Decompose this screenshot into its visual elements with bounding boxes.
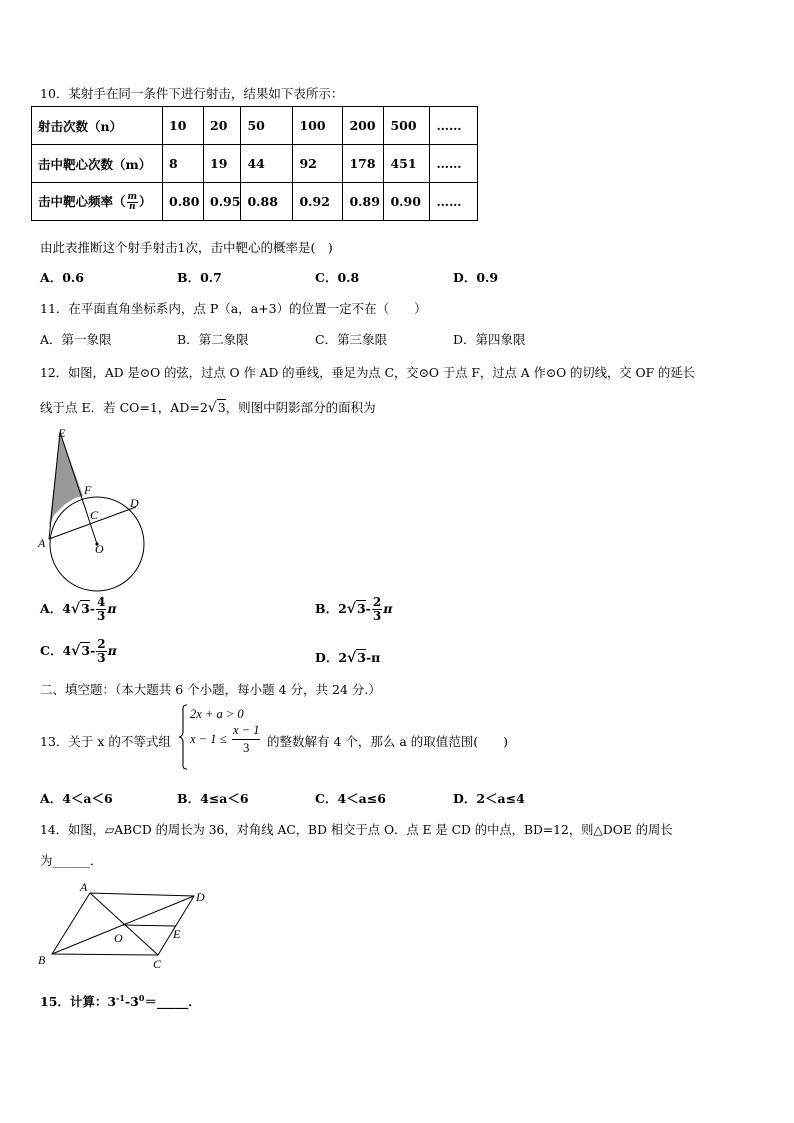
- table-cell: 178: [343, 145, 384, 183]
- opt-tail: -π: [365, 650, 381, 665]
- table-row: [32, 107, 478, 145]
- ineq2-left: x − 1 ≤: [190, 732, 227, 746]
- q11-option-a: A．第一象限: [40, 332, 112, 347]
- q12-option-d: D．2√3-π: [315, 650, 381, 666]
- q15-sup1: -1: [116, 992, 125, 1003]
- q13-option-a: A．4＜a＜6: [40, 791, 113, 806]
- opt-minus: -: [90, 643, 96, 658]
- label-o: O: [114, 931, 123, 945]
- table-cell: 20: [204, 107, 241, 145]
- q12-option-c: C．4√3- $\frac{2}{3}$ π: [40, 637, 117, 665]
- table-cell: 50: [241, 107, 293, 145]
- freq-label: 击中靶心频率（: [38, 193, 126, 209]
- opt-prefix: D．2: [315, 650, 348, 665]
- q10-option-d: D．0.9: [453, 270, 499, 285]
- q12-line2-tail: ，则图中阴影部分的面积为: [225, 400, 376, 415]
- q11-stem: 11．在平面直角坐标系内，点 P（a，a+3）的位置一定不在（ ）: [40, 301, 427, 316]
- opt-num: 2: [97, 637, 106, 651]
- table-cell: 击中靶心次数（m）: [32, 145, 163, 183]
- table-cell: 10: [163, 107, 204, 145]
- q11-option-c: C．第三象限: [315, 332, 388, 347]
- q15-sup2: 0: [138, 992, 145, 1003]
- q10-option-b: B．0.7: [177, 270, 222, 285]
- table-cell: 451: [384, 145, 430, 183]
- table-cell: 0.90: [384, 183, 430, 221]
- freq-n: n: [129, 201, 136, 212]
- opt-prefix: C．4: [40, 643, 72, 658]
- q10-stem: 10．某射手在同一条件下进行射击，结果如下表所示：: [40, 86, 344, 101]
- table-cell: [32, 183, 163, 221]
- freq-m: m: [127, 191, 138, 202]
- table-cell: 92: [293, 145, 343, 183]
- table-cell: 44: [241, 145, 293, 183]
- opt-root: 3: [357, 650, 366, 665]
- opt-root: 3: [356, 601, 366, 616]
- q13-prefix: 13．关于 x 的不等式组: [40, 734, 171, 749]
- q13-ineq2: [190, 732, 226, 747]
- section2-heading: 二、填空题：（本大题共 6 个小题，每小题 4 分，共 24 分.）: [40, 682, 381, 697]
- label-d: D: [196, 890, 205, 904]
- q12-root: 3: [217, 400, 226, 415]
- opt-num: 4: [97, 595, 106, 609]
- q13-brace: [178, 704, 188, 770]
- ineq2-den: 3: [243, 741, 250, 755]
- q12-line1: 12．如图，AD 是⊙O 的弦，过点 O 作 AD 的垂线，垂足为点 C，交⊙O 于点 F，过点 A 作⊙O 的切线，交 OF 的延长: [40, 366, 695, 380]
- opt-num: 2: [372, 595, 382, 609]
- opt-den: 3: [97, 609, 106, 623]
- q14-line2: 为______．: [40, 853, 103, 868]
- table-cell: 8: [163, 145, 204, 183]
- label-f: F: [84, 483, 92, 497]
- q15-mid: -3: [124, 994, 139, 1009]
- table-row: [32, 145, 478, 183]
- table-cell: 0.80: [163, 183, 204, 221]
- table-cell: ……: [430, 183, 478, 221]
- table-cell: 200: [343, 107, 384, 145]
- q12-line2-text: 线于点 E．若 CO=1，AD=2: [40, 400, 208, 415]
- shaded-region: [49, 432, 83, 527]
- table-cell: 19: [204, 145, 241, 183]
- opt-pi: π: [107, 601, 117, 616]
- q12-option-a: A．4√3- $\frac{4}{3}$ π: [40, 595, 117, 623]
- opt-minus: -: [89, 601, 96, 616]
- diagonal-ac: [90, 893, 158, 955]
- q12-option-b: B．2√3- $\frac{2}{3}$ π: [315, 595, 393, 623]
- opt-root: 3: [81, 601, 90, 616]
- q15-tail: ＝_____．: [144, 994, 201, 1009]
- table-cell: 0.89: [343, 183, 384, 221]
- segment-oe: [123, 925, 176, 926]
- table-cell: 100: [293, 107, 343, 145]
- ineq2-num: x − 1: [232, 722, 260, 740]
- label-c: C: [90, 508, 99, 522]
- table-cell: 0.88: [241, 183, 293, 221]
- q12-line2: 线于点 E．若 CO=1，AD=2√3，则图中阴影部分的面积为: [40, 400, 376, 416]
- q11-option-b: B．第二象限: [177, 332, 249, 347]
- q13-suffix: 的整数解有 4 个，那么 a 的取值范围( ): [267, 734, 509, 749]
- label-e: E: [173, 927, 181, 941]
- table-cell: 0.92: [293, 183, 343, 221]
- opt-pi: π: [383, 601, 393, 616]
- q10-question: 由此表推断这个射手射击1次，击中靶心的概率是( ): [40, 240, 333, 255]
- opt-minus: -: [365, 601, 371, 616]
- shooting-table: [31, 106, 478, 221]
- table-cell: 0.95: [204, 183, 241, 221]
- table-cell: ……: [430, 145, 478, 183]
- q13-ineq1: 2x + a > 0: [190, 707, 244, 721]
- label-c: C: [153, 957, 162, 971]
- opt-prefix: B．2: [315, 601, 347, 616]
- q11-option-d: D．第四象限: [453, 332, 526, 347]
- table-row: [32, 183, 478, 221]
- q13-option-d: D．2＜a≤4: [453, 791, 525, 806]
- q10-option-c: C．0.8: [315, 270, 360, 285]
- q10-option-a: A．0.6: [40, 270, 84, 285]
- q13-option-b: B．4≤a＜6: [177, 791, 249, 806]
- label-e: E: [58, 426, 66, 440]
- freq-close: ）: [139, 193, 152, 209]
- label-a: A: [38, 536, 46, 550]
- q15-prefix: 15．计算：3: [40, 994, 117, 1009]
- opt-root: 3: [81, 643, 91, 658]
- opt-den: 3: [372, 609, 382, 623]
- table-cell: 500: [384, 107, 430, 145]
- opt-prefix: A．4: [40, 601, 71, 616]
- label-o: O: [95, 542, 104, 556]
- opt-pi: π: [107, 643, 117, 658]
- table-cell: ……: [430, 107, 478, 145]
- label-a: A: [80, 880, 88, 894]
- table-cell: 射击次数（n）: [32, 107, 163, 145]
- opt-den: 3: [97, 651, 106, 665]
- label-d: D: [130, 496, 139, 510]
- q13-option-c: C．4＜a≤6: [315, 791, 386, 806]
- q12-circle-figure: [34, 424, 154, 596]
- q14-line1: 14．如图，▱ABCD 的周长为 36，对角线 AC，BD 相交于点 O．点 E 是 CD 的中点，BD=12，则△DOE 的周长: [40, 823, 673, 837]
- q14-parallelogram-figure: [34, 876, 214, 972]
- label-b: B: [38, 953, 46, 967]
- q15-text: [40, 992, 201, 1010]
- q13-ineq2-frac: [232, 722, 260, 757]
